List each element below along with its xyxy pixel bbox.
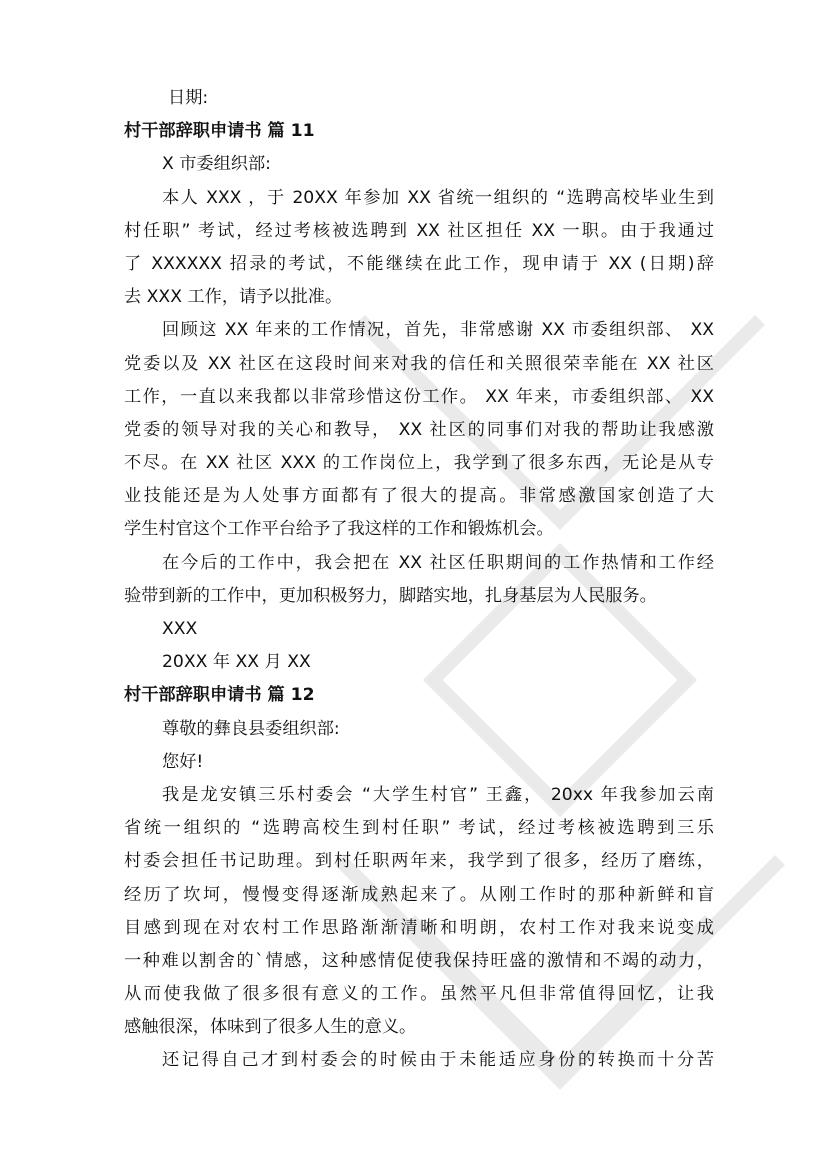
paragraph-line: 了 XXXXXX 招录的考试，不能继续在此工作，现申请于 XX (日期)辞 <box>124 253 714 274</box>
paragraph-line: 党委以及 XX 社区在这段时间来对我的信任和关照很荣幸能在 XX 社区 <box>124 353 714 374</box>
paragraph-line: 省统一组织的 “选聘高校生到村任职” 考试，经过考核被选聘到三乐 <box>124 818 714 839</box>
paragraph-line: 党委的领导对我的关心和教导， XX 社区的同事们对我的帮助让我感激 <box>124 419 714 440</box>
paragraph-line: 去 XXX 工作，请予以批准。 <box>124 287 343 308</box>
paragraph-line: 回顾这 XX 年来的工作情况，首先，非常感谢 XX 市委组织部、 XX <box>162 320 714 341</box>
paragraph-line: 本人 XXX ，于 20XX 年参加 XX 省统一组织的 “选聘高校毕业生到 <box>162 187 714 208</box>
signature-date: 20XX 年 XX 月 XX <box>162 652 311 673</box>
signature: XXX <box>162 619 198 639</box>
date-label: 日期: <box>168 88 209 108</box>
paragraph-line: 验带到新的工作中，更加积极努力，脚踏实地，扎身基层为人民服务。 <box>124 585 657 606</box>
paragraph-line: 工作，一直以来我都以非常珍惜这份工作。 XX 年来，市委组织部、 XX <box>124 386 714 407</box>
paragraph-line: 不尽。在 XX 社区 XXX 的工作岗位上，我学到了很多东西，无论是从专 <box>124 453 714 474</box>
paragraph-line: 我是龙安镇三乐村委会 “大学生村官” 王鑫， 20xx 年我参加云南 <box>162 784 714 805</box>
paragraph-line: 村委会担任书记助理。到村任职两年来，我学到了很多，经历了磨练， <box>124 851 714 872</box>
paragraph-line: 业技能还是为人处事方面都有了很大的提高。非常感激国家创造了大 <box>124 486 714 507</box>
paragraph-line: 经历了坎坷，慢慢变得逐渐成熟起来了。从刚工作时的那种新鲜和盲 <box>124 884 714 905</box>
paragraph-line: 一种难以割舍的`情感，这种感情促使我保持旺盛的激情和不竭的动力， <box>124 950 714 971</box>
section-heading: 村干部辞职申请书 篇 12 <box>124 685 315 706</box>
paragraph-line: 从而使我做了很多很有意义的工作。虽然平凡但非常值得回忆，让我 <box>124 984 714 1005</box>
paragraph-line: 学生村官这个工作平台给予了我这样的工作和锻炼机会。 <box>124 519 554 540</box>
salutation: 尊敬的彝良县委组织部: <box>162 718 340 739</box>
paragraph-line: 村任职” 考试，经过考核被选聘到 XX 社区担任 XX 一职。由于我通过 <box>124 220 714 241</box>
section-heading: 村干部辞职申请书 篇 11 <box>124 121 315 142</box>
paragraph-line: 在今后的工作中，我会把在 XX 社区任职期间的工作热情和工作经 <box>162 552 714 573</box>
greeting: 您好! <box>162 751 204 772</box>
paragraph-line: 还记得自己才到村委会的时候由于未能适应身份的转换而十分苦 <box>162 1050 714 1071</box>
paragraph-line: 目感到现在对农村工作思路渐渐清晰和明朗，农村工作对我来说变成 <box>124 917 714 938</box>
salutation: X 市委组织部: <box>162 154 271 175</box>
document-page <box>124 82 714 1078</box>
paragraph-line: 感触很深，体味到了很多人生的意义。 <box>124 1017 417 1038</box>
